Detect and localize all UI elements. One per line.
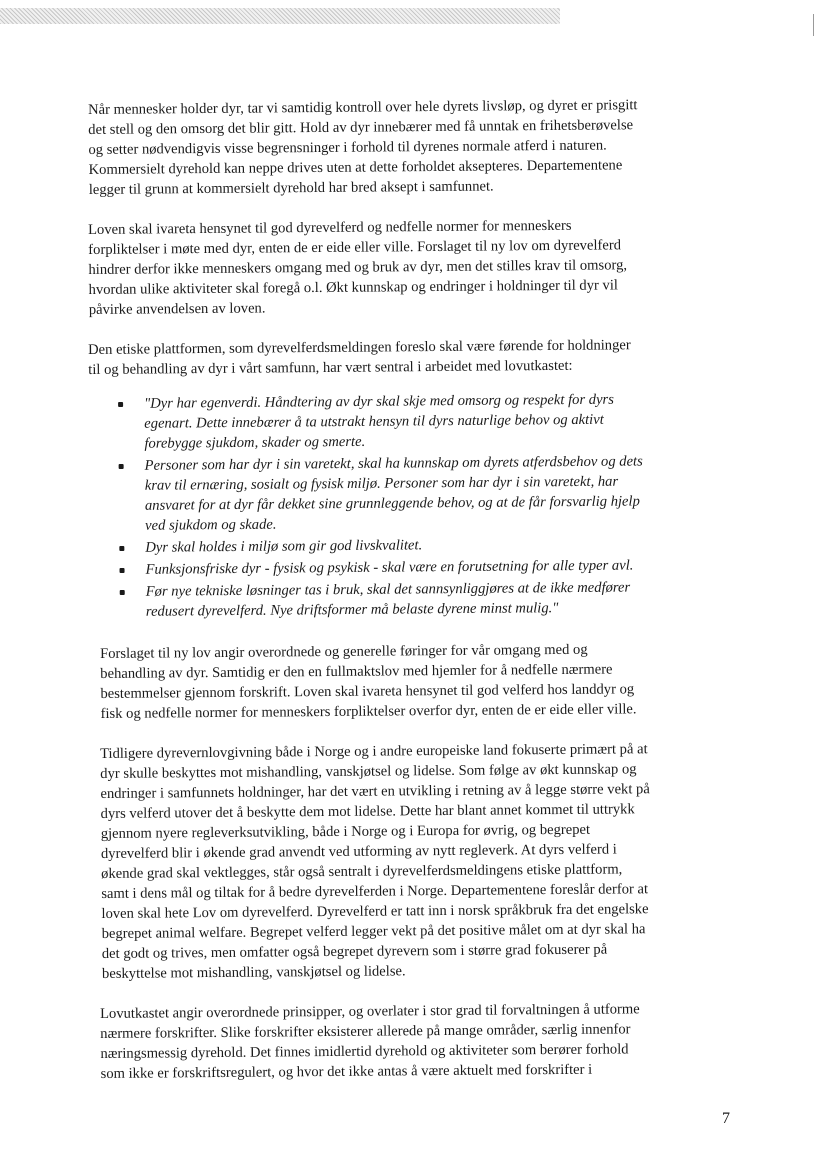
text-line: Funksjonsfriske dyr - fysisk og psykisk - skal være en forutsetning for alle typer avl.: [145, 557, 634, 578]
bullet-icon: [120, 590, 125, 595]
list-item: [119, 555, 719, 580]
text-line: fisk og nedfelle normer for menneskers forpliktelser overfor dyr, enten de er eide eller ville.: [100, 701, 637, 722]
text-line: Forslaget til ny lov angir overordnede og generelle føringer for vår omgang med og: [100, 641, 588, 662]
text-line: egenart. Dette innebærer å ta utstrakt hensyn til dyrs naturlige behov og aktivt: [144, 411, 604, 432]
text-line: dyrevelferd blir i økende grad anvendt ved utforming av nytt regleverk. At dyrs velferd i: [100, 841, 617, 862]
text-line: hvordan ulike aktiviteter skal foregå o.l. Økt kunnskap og endringer i holdninger til dyr vil: [88, 277, 618, 298]
text-line: krav til ernæring, sosialt og fysisk miljø. Personer som har dyr i sin varetekt, har: [144, 473, 619, 494]
text-line: hindrer derfor ikke menneskers omgang med og bruk av dyr, men det stilles krav til omsorg,: [88, 257, 628, 278]
list-item: [118, 389, 719, 454]
bullet-icon: [118, 402, 123, 407]
text-line: Når mennesker holder dyr, tar vi samtidig kontroll over hele dyrets livsløp, og dyret er prisgitt: [88, 97, 638, 118]
bullet-icon: [119, 464, 124, 469]
text-line: Kommersielt dyrehold kan neppe drives uten at dette forholdet aksepteres. Departementene: [88, 157, 623, 178]
text-line: redusert dyrevelferd. Nye driftsformer må belaste dyrene minst mulig.": [145, 600, 559, 620]
paragraph-animal-keeping: [88, 95, 719, 200]
text-line: dyr skulle beskyttes mot mishandling, vanskjøtsel og lidelse. Som følge av økt kunnskap og: [100, 761, 637, 782]
page-number: 7: [722, 1110, 730, 1127]
list-item: [119, 451, 720, 536]
text-line: begrepet animal welfare. Begrepet velferd legger vekt på det positive målet om at dyr skal ha: [101, 921, 646, 942]
paragraph-regulations: [100, 999, 719, 1084]
text-line: endringer i samfunnets holdninger, har det vært en utvikling i retning av å legge større vekt på: [100, 781, 650, 802]
text-line: økende grad skal vektlegges, står også sentralt i dyrevelferdsmeldingens etiske plattform,: [101, 861, 623, 882]
text-line: Tidligere dyrevernlovgivning både i Norge og i andre europeiske land fokuserte primært på at: [100, 741, 648, 762]
text-line: "Dyr har egenverdi. Håndtering av dyr skal skje med omsorg og respekt for dyrs: [144, 391, 614, 412]
bullet-icon: [119, 546, 124, 551]
document-page: [88, 97, 718, 1104]
list-item: [119, 533, 719, 558]
text-line: Loven skal ivareta hensynet til god dyrevelferd og nedfelle normer for menneskers: [88, 217, 572, 238]
ethical-platform-list: [118, 389, 720, 622]
list-item: [120, 577, 720, 622]
text-line: Den etiske plattformen, som dyrevelferdsmeldingen foreslo skal være førende for holdninger: [88, 337, 631, 358]
text-line: behandling av dyr. Samtidig er den en fullmaktslov med hjemler for å nedfelle nærmere: [100, 661, 613, 682]
paragraph-legislation-history: [100, 739, 720, 984]
text-line: legger til grunn at kommersielt dyrehold har bred aksept i samfunnet.: [88, 178, 494, 198]
paragraph-law-purpose: [88, 215, 719, 320]
text-line: forebygge sjukdom, skader og smerte.: [144, 433, 366, 452]
text-line: loven skal hete Lov om dyrevelferd. Dyrevelferd er tatt inn i norsk språkbruk fra det engelske: [101, 901, 649, 922]
text-line: nærmere forskrifter. Slike forskrifter eksisterer allerede på mange områder, særlig innenfor: [100, 1021, 631, 1042]
text-line: ansvaret for at dyr får dekket sine grunnleggende behov, og at de får forsvarlig hjelp: [144, 493, 640, 514]
text-line: det stell og den omsorg det blir gitt. Hold av dyr innebærer med få unntak en frihetsberøvelse: [88, 117, 634, 138]
scan-edge-mark: [813, 14, 814, 36]
scan-header-strip: [0, 8, 560, 24]
text-line: påvirke anvendelsen av loven.: [88, 300, 266, 318]
text-line: det godt og trives, men omfatter også begrepet dyrevern som i større grad fokuserer på: [101, 941, 608, 962]
text-line: Før nye tekniske løsninger tas i bruk, skal det sannsynliggjøres at de ikke medfører: [145, 579, 631, 600]
text-line: til og behandling av dyr i vårt samfunn, har vært sentral i arbeidet med lovutkastet:: [88, 357, 573, 378]
text-line: ved sjukdom og skade.: [145, 516, 277, 534]
text-line: som ikke er forskriftsregulert, og hvor det ikke antas å være aktuelt med forskrifter i: [100, 1061, 593, 1082]
text-line: gjennom nyere regleverksutvikling, både i Norge og i Europa for øvrig, og begrepet: [100, 821, 591, 842]
text-line: samt i dens mål og tiltak for å bedre dyrevelferden i Norge. Departementene foreslår derfor at: [101, 881, 649, 902]
text-line: Lovutkastet angir overordnede prinsipper, og overlater i stor grad til forvaltningen å utforme: [100, 1001, 640, 1022]
paragraph-ethical-platform: [88, 335, 718, 380]
paragraph-framework-law: [100, 639, 719, 724]
text-line: dyrs velferd utover det å beskytte dem mot lidelse. Dette har blant annet kommet til uttrykk: [100, 801, 635, 822]
text-line: bestemmelser gjennom forskrift. Loven skal ivareta hensynet til god velferd hos landdyr og: [100, 681, 635, 702]
text-line: og setter nødvendigvis visse begrensninger i forhold til dyrenes normale atferd i naturen.: [88, 137, 607, 158]
text-line: Dyr skal holdes i miljø som gir god livskvalitet.: [145, 537, 423, 556]
text-line: forpliktelser i møte med dyr, enten de er eide eller ville. Forslaget til ny lov om dyrevelferd: [88, 237, 622, 258]
text-line: næringsmessig dyrehold. Det finnes imidlertid dyrehold og aktiviteter som berører forhold: [100, 1041, 629, 1062]
bullet-icon: [120, 568, 125, 573]
text-line: beskyttelse mot mishandling, vanskjøtsel og lidelse.: [101, 963, 406, 982]
text-line: Personer som har dyr i sin varetekt, skal ha kunnskap om dyrets atferdsbehov og dets: [144, 453, 643, 474]
